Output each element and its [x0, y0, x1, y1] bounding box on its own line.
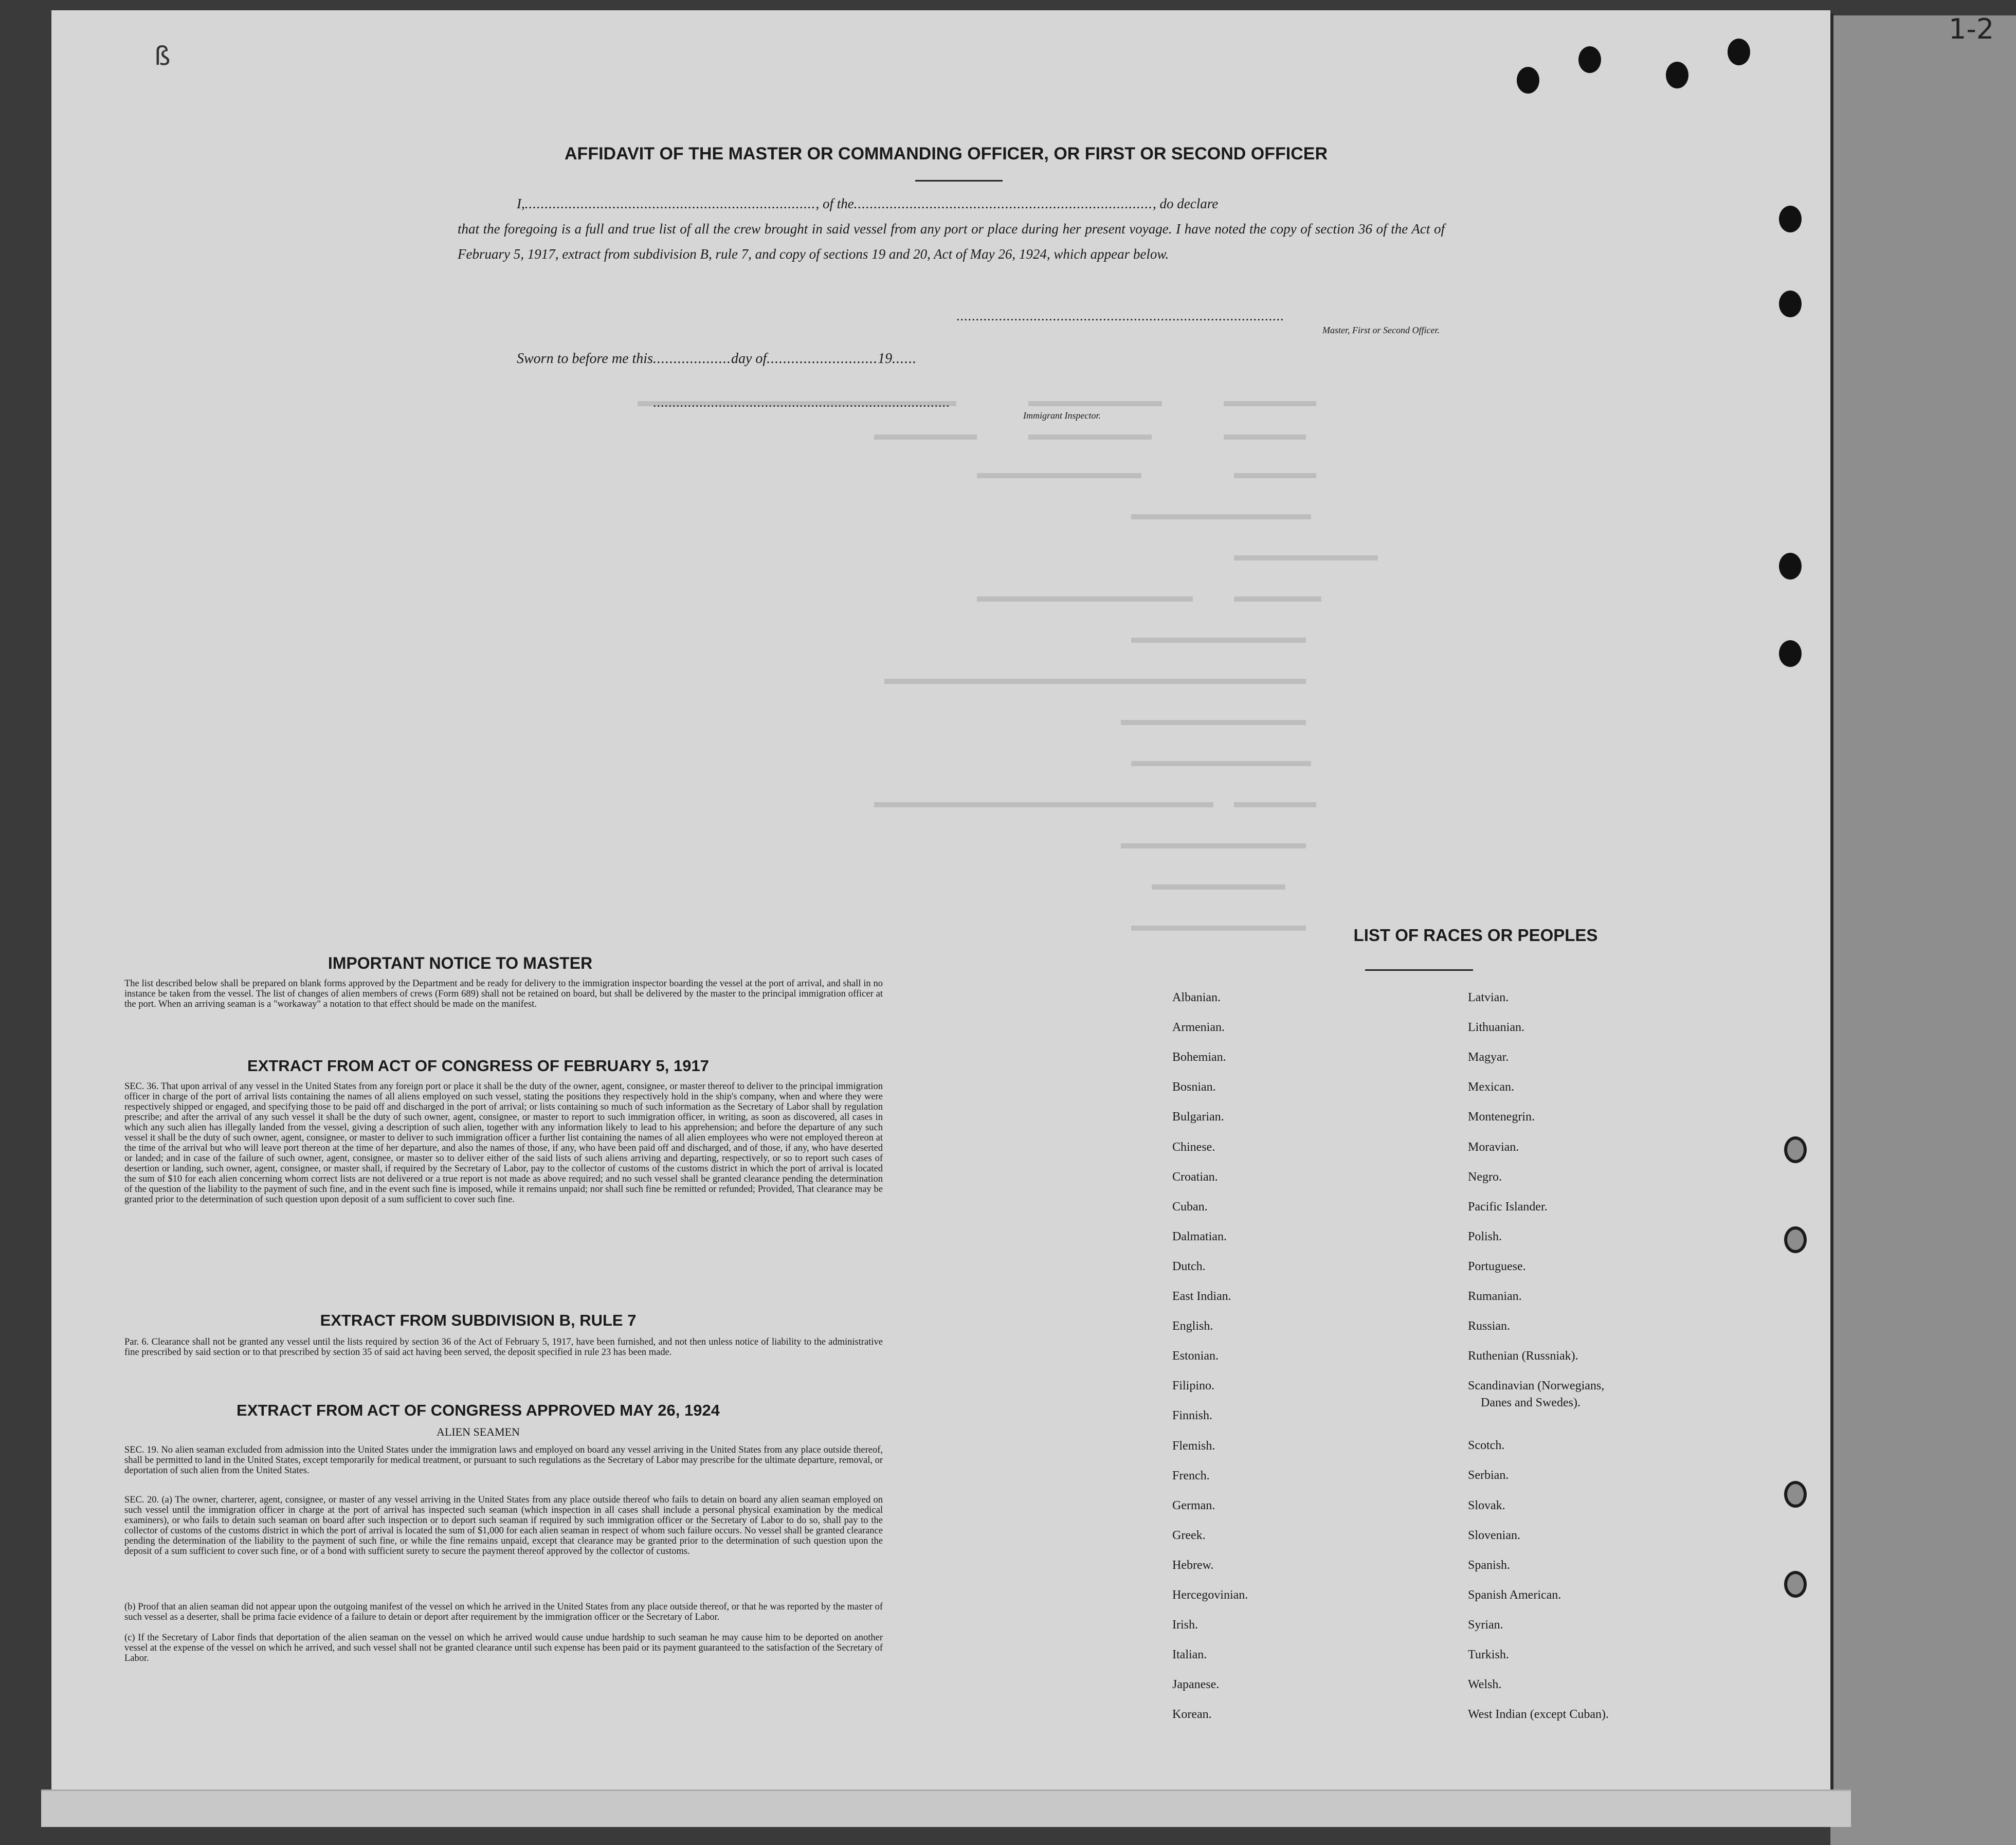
race-item: Polish. — [1468, 1229, 1502, 1243]
race-item: Negro. — [1468, 1170, 1502, 1184]
race-item: Albanian. — [1172, 991, 1221, 1004]
race-item: Estonian. — [1172, 1349, 1219, 1363]
race-item: Croatian. — [1172, 1170, 1218, 1184]
race-item: Danes and Swedes). — [1481, 1396, 1581, 1410]
affidavit-statement: that the foregoing is a full and true list of all the crew brought in said vessel from any port or place during her present voyage. I have noted the copy of section 36 of the Act of February 5, 1917, extract from subdivision B, rule 7, and copy of sections 19 and 20, Act of May 26, 1924, which appear below. — [458, 221, 1445, 262]
race-item: Scotch. — [1468, 1439, 1505, 1453]
race-item: Slovak. — [1468, 1498, 1505, 1512]
race-item: Irish. — [1172, 1618, 1198, 1632]
race-item: Greek. — [1172, 1528, 1206, 1542]
race-item: Moravian. — [1468, 1140, 1519, 1154]
inspector-signature-blank: ............................................................................. — [653, 395, 950, 410]
sworn-month-blank: ........................... — [767, 351, 878, 367]
corner-page-number: 1-2 — [1949, 13, 1994, 45]
race-item: Dutch. — [1172, 1259, 1206, 1273]
sworn-year-prefix: 19 — [878, 351, 893, 367]
races-title-underline — [1365, 969, 1473, 971]
extract-rule7-title: EXTRACT FROM SUBDIVISION B, RULE 7 — [320, 1311, 637, 1329]
race-item: German. — [1172, 1498, 1215, 1512]
sworn-day-blank: ................... — [652, 351, 731, 367]
race-item: Magyar. — [1468, 1051, 1509, 1064]
inspector-caption: Immigrant Inspector. — [1023, 410, 1101, 421]
race-item: Filipino. — [1172, 1379, 1215, 1393]
race-item: Bulgarian. — [1172, 1110, 1224, 1124]
race-item: Italian. — [1172, 1648, 1207, 1662]
race-item: Pacific Islander. — [1468, 1200, 1548, 1214]
race-item: French. — [1172, 1469, 1210, 1482]
sworn-prefix: Sworn to before me this — [517, 351, 653, 367]
punch-hole — [1578, 46, 1601, 73]
race-item: English. — [1172, 1319, 1213, 1333]
extract-1917-title: EXTRACT FROM ACT OF CONGRESS OF FEBRUARY 5, 1917 — [247, 1057, 709, 1075]
race-item: Portuguese. — [1468, 1259, 1526, 1273]
race-item: Korean. — [1172, 1708, 1212, 1722]
notice-title: IMPORTANT NOTICE TO MASTER — [328, 954, 593, 972]
race-item: Russian. — [1468, 1319, 1511, 1333]
race-item: Scandinavian (Norwegians, — [1468, 1379, 1605, 1393]
race-item: Slovenian. — [1468, 1528, 1520, 1542]
signature-caption: Master, First or Second Officer. — [1322, 325, 1440, 335]
race-item: Lithuanian. — [1468, 1021, 1524, 1035]
notice-text: The list described below shall be prepared on blank forms approved by the Department and be ready for delivery to the immigration inspector boarding the vessel at the port of arrival, and shall in no instance be taken from the vessel. The list of changes of alien members of crews (Form 689) shall not be retained on board, but shall be delivered by the master to the principal immigration officer at the port. When an arriving seaman is a "workaway" a notation to that effect should be made on the manifest. — [124, 979, 883, 1009]
extract-1924-sec20b: (b) Proof that an alien seaman did not appear upon the outgoing manifest of the vessel on which he arrived in the United States from any place outside thereof, or that he was reported by the master of such vessel as a deserter, shall be prima facie evidence of a failure to detain or deport after requirement by the immigration officer or the Secretary of Labor. — [124, 1602, 883, 1622]
page-bottom-edge — [41, 1789, 1851, 1827]
race-item: Flemish. — [1172, 1439, 1215, 1453]
race-item: Mexican. — [1468, 1080, 1514, 1094]
race-item: Serbian. — [1468, 1469, 1509, 1482]
race-item: Spanish American. — [1468, 1588, 1561, 1602]
race-item: Hercegovinian. — [1172, 1588, 1248, 1602]
signature-blank: ..................................................................................... — [956, 309, 1284, 323]
race-item: Finnish. — [1172, 1409, 1213, 1423]
punch-hole — [1779, 640, 1802, 667]
race-item: Hebrew. — [1172, 1558, 1214, 1572]
punch-hole — [1779, 206, 1802, 232]
extract-1924-sec19: SEC. 19. No alien seaman excluded from admission into the United States under the immigration laws and employed on board any vessel arriving in the United States from any place outside thereof, shall be permitted to land in the United States, except temporarily for medical treatment, or pursuant to such regulations as the Secretary of Labor may prescribe for the ultimate departure, removal, or deportation of such alien from the United States. — [124, 1445, 883, 1476]
back-sheet — [1830, 15, 2016, 1845]
punch-hole — [1728, 39, 1750, 65]
handwritten-mark: ß — [154, 41, 171, 71]
race-item: Montenegrin. — [1468, 1110, 1535, 1124]
extract-1917-text: SEC. 36. That upon arrival of any vessel in the United States from any foreign port or place it shall be the duty of the owner, agent, consignee, or master thereof to deliver to the principal immigration officer in charge of the port of arrival lists containing the names of all aliens employed on such vessel, stating the positions they respectively hold in the ship's company, when and where they were respectively shipped or engaged, and specifying those to be paid off and discharged in the port of arrival; or lists containing so much of such information as the Secretary of Labor shall by regulation prescribe; and after the arrival of any such vessel it shall be the duty of such owner, agent, consignee, or master to report to such immigration officer, in writing, as soon as discovered, all cases in which any such alien has illegally landed from the vessel, giving a description of such alien, together with any information likely to lead to his apprehension; and before the departure of any such vessel it shall be the duty of such owner, agent, consignee, or master to deliver to such immigration officer a further list containing the names of all alien employees who were not employed thereon at the time of the arrival but who will leave port thereon at the time of her departure, and also the names of those, if any, who have been paid off and discharged, and of those, if any, who have deserted or landed; and in case of the failure of such owner, agent, consignee, or master so to deliver either of the said lists of such aliens arriving and departing, respectively, or so to report such cases of desertion or landing, such owner, agent, consignee, or master shall, if required by the Secretary of Labor, pay to the collector of customs of the customs district in which the port of arrival is located the sum of $10 for each alien concerning whom correct lists are not delivered or a true report is not made as above required; and no such vessel shall be granted clearance pending the determination of the question of the liability to the payment of such fine, and in the event such fine is imposed, while it remains unpaid; nor shall such fine be remitted or refunded; Provided, That clearance may be granted prior to the determination of such question upon deposit of a sum sufficient to cover such fine. — [124, 1081, 883, 1205]
race-item: Bohemian. — [1172, 1051, 1226, 1064]
do-declare-label: , do declare — [1153, 196, 1219, 211]
races-title: LIST OF RACES OR PEOPLES — [1353, 926, 1598, 945]
race-item: Turkish. — [1468, 1648, 1509, 1661]
affidavit-title: AFFIDAVIT OF THE MASTER OR COMMANDING OFFICER, OR FIRST OR SECOND OFFICER — [565, 144, 1328, 164]
race-item: Latvian. — [1468, 991, 1509, 1004]
race-item: Syrian. — [1468, 1618, 1503, 1632]
punch-hole — [1784, 1571, 1807, 1598]
declarant-prefix: I, — [517, 196, 525, 211]
punch-hole — [1517, 67, 1539, 94]
affidavit-body — [458, 191, 1445, 267]
vessel-name-blank: ........................................................................... — [853, 196, 1153, 211]
race-item: Chinese. — [1172, 1140, 1215, 1154]
extract-1924-subtitle: ALIEN SEAMEN — [437, 1425, 520, 1438]
of-the-label: , of the — [815, 196, 854, 211]
race-item: Rumanian. — [1468, 1290, 1522, 1303]
punch-hole — [1784, 1136, 1807, 1163]
race-item: Armenian. — [1172, 1021, 1225, 1035]
punch-hole — [1779, 291, 1802, 317]
race-item: Dalmatian. — [1172, 1229, 1227, 1243]
bleed-through-graphic — [617, 391, 1697, 1162]
race-item: Japanese. — [1172, 1678, 1220, 1692]
sworn-line — [517, 351, 1185, 367]
race-item: Ruthenian (Russniak). — [1468, 1349, 1578, 1363]
race-item: Welsh. — [1468, 1678, 1502, 1692]
sworn-year-blank: ...... — [892, 351, 917, 367]
affidavit-declaration-line — [458, 191, 1445, 216]
punch-hole — [1666, 62, 1688, 88]
declarant-name-blank: ......................................................................... — [524, 196, 816, 211]
bleed-through-text — [617, 391, 1697, 1162]
punch-hole — [1784, 1481, 1807, 1508]
extract-1924-sec20a: SEC. 20. (a) The owner, charterer, agent, consignee, or master of any vessel arriving in the United States from any place outside thereof who fails to detain on board any alien seaman employed on such vessel until the immigration officer in charge at the port of arrival has inspected such seaman (which inspection in all cases shall include a personal physical examination by the medical examiners), or who fails to detain such seaman on board after such inspection or to deport such seaman if required by such immigration officer or the Secretary of Labor to do so, shall pay to the collector of customs of the customs district in which the port of arrival is located the sum of $1,000 for each alien seaman in respect of whom such failure occurs. No vessel shall be granted clearance pending the determination of the liability to the payment of such fine, or while the fine remains unpaid, except that clearance may be granted prior to the determination of such question upon the deposit of a sum sufficient to cover such fine, or of a bond with sufficient surety to secure the payment thereof approved by the collector of customs. — [124, 1495, 883, 1557]
punch-hole — [1779, 553, 1802, 580]
race-item: Spanish. — [1468, 1558, 1511, 1572]
day-of-label: day of — [731, 351, 767, 367]
extract-1924-sec20c: (c) If the Secretary of Labor finds that deportation of the alien seaman on the vessel on which he arrived would cause undue hardship to such seaman he may cause him to be deported on another vessel at the expense of the vessel on which he arrived, and such vessel shall not be granted clearance until such expense has been paid or its payment guaranteed to the satisfaction of the Secretary of Labor. — [124, 1633, 883, 1663]
title-underline — [915, 180, 1003, 182]
extract-rule7-text: Par. 6. Clearance shall not be granted any vessel until the lists required by section 36 of the Act of February 5, 1917, have been furnished, and not then unless notice of liability to the administrative fine prescribed by said section or to that prescribed by section 35 of said act having been served, the deposit specified in rule 23 has been made. — [124, 1337, 883, 1358]
race-item: Cuban. — [1172, 1200, 1208, 1214]
race-item: West Indian (except Cuban). — [1468, 1708, 1609, 1722]
punch-hole — [1784, 1226, 1807, 1253]
race-item: Bosnian. — [1172, 1080, 1216, 1094]
race-item: East Indian. — [1172, 1290, 1231, 1303]
extract-1924-title: EXTRACT FROM ACT OF CONGRESS APPROVED MAY 26, 1924 — [237, 1401, 720, 1419]
